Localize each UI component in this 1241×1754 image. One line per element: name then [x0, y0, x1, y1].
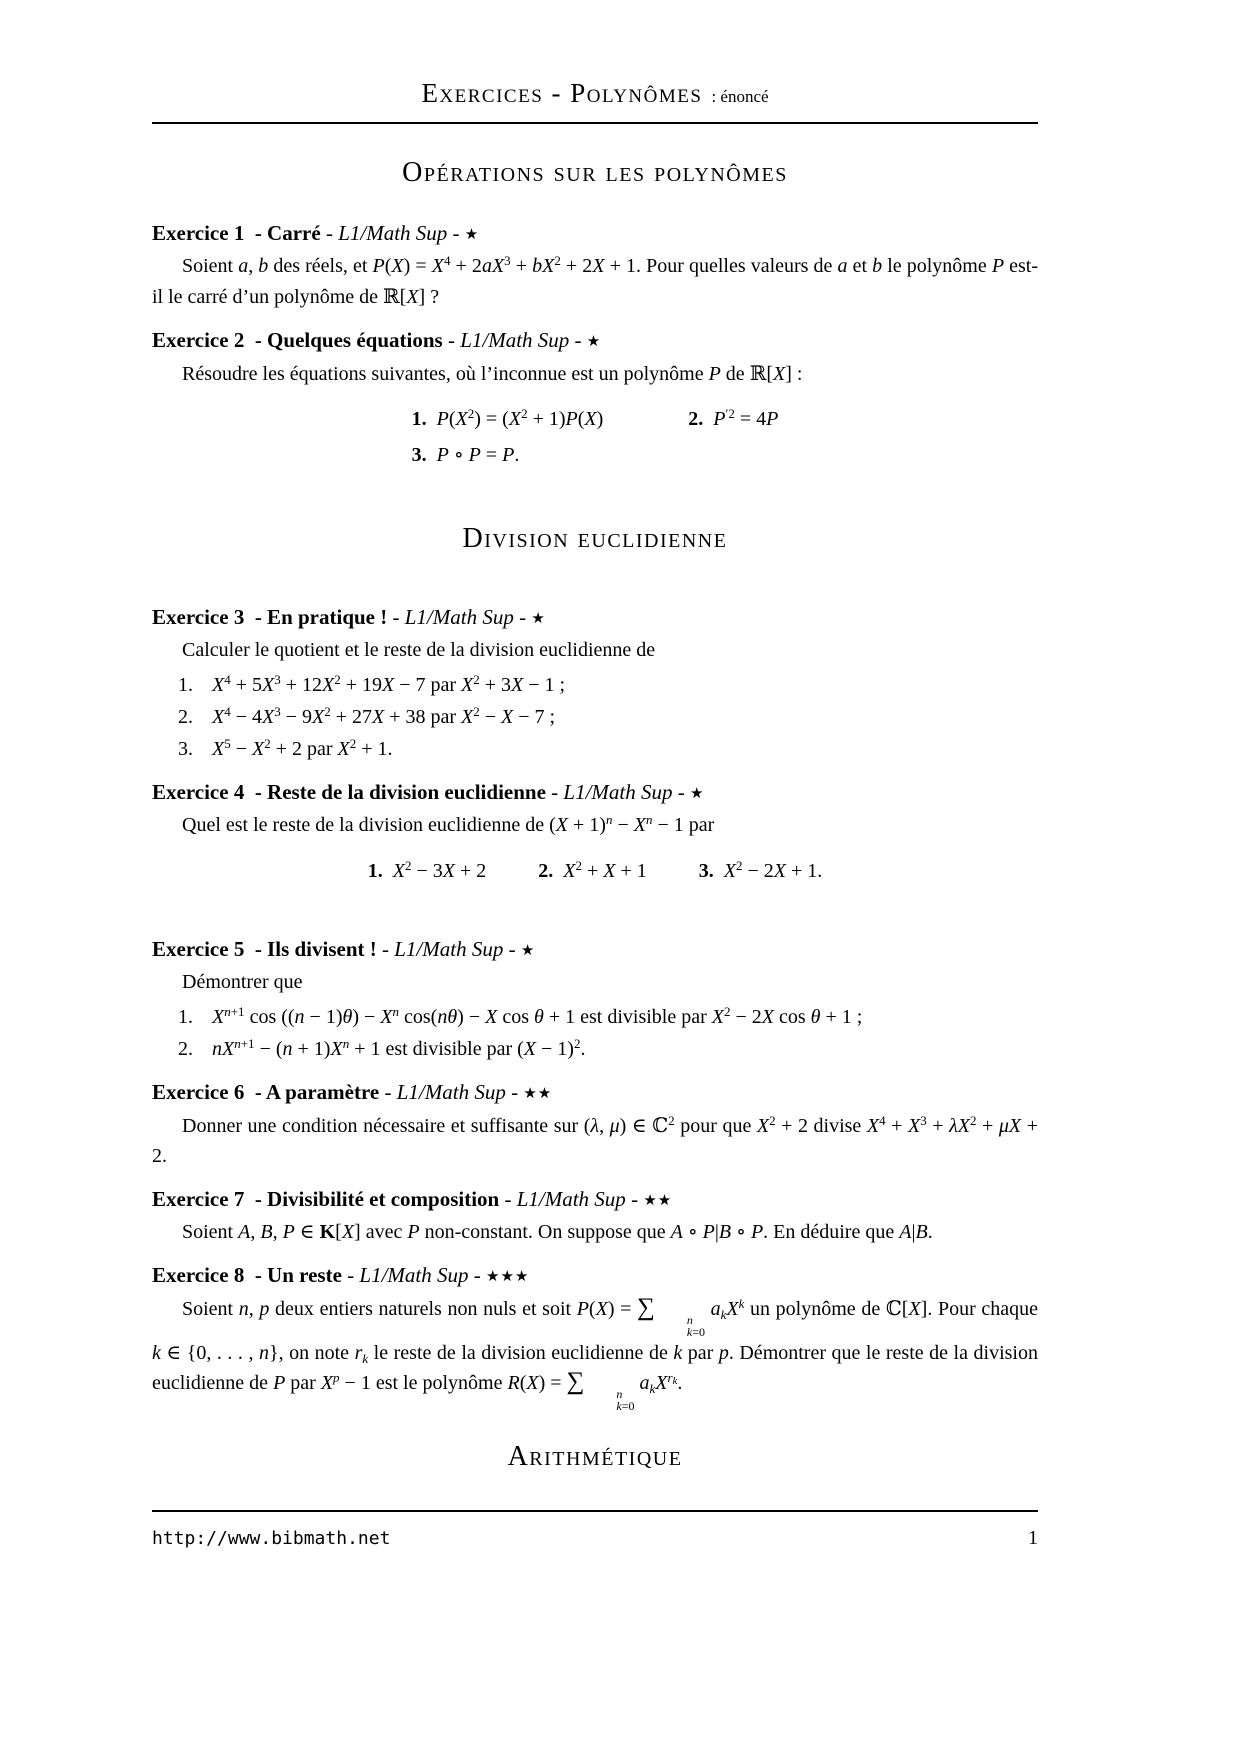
- item-number: 2.: [178, 1038, 193, 1060]
- exercise-7-heading: Exercice 7 - Divisibilité et composition - L1/Math Sup - ★★: [152, 1187, 673, 1211]
- item-math: $P^{'2} = 4P$: [713, 406, 779, 430]
- equation-item: [412, 440, 604, 470]
- list-item: [152, 1002, 1038, 1032]
- page-number: 1: [1028, 1527, 1038, 1549]
- exercise-3-heading: Exercice 3 - En pratique ! - L1/Math Sup - ★: [152, 605, 546, 629]
- item-number: 1.: [178, 674, 193, 696]
- section-heading-operations: Opérations sur les polynômes: [402, 157, 788, 188]
- equation-item: [538, 856, 647, 886]
- list-item: [152, 670, 1038, 700]
- exercise-5-intro: Démontrer que: [182, 971, 303, 993]
- equation-item: [412, 404, 604, 434]
- exercise-2-intro: Résoudre les équations suivantes, où l’inconnue est un polynôme P de ℝ[X] :: [182, 361, 803, 385]
- exercise-3-list: [152, 670, 1038, 764]
- exercise-7: [152, 1184, 1038, 1247]
- page-content: [152, 0, 1038, 1474]
- item-number: 1.: [178, 1006, 193, 1028]
- exercise-6-heading: Exercice 6 - A paramètre - L1/Math Sup - ★★: [152, 1080, 553, 1104]
- item-number: 3.: [411, 444, 427, 466]
- exercise-1-heading: Exercice 1 - Carré - L1/Math Sup - ★: [152, 221, 480, 245]
- list-item: [152, 734, 1038, 764]
- item-math: $P(X^2) = (X^2 + 1)P(X)$: [436, 406, 604, 430]
- section-heading-arithmetique: Arithmétique: [507, 1441, 683, 1472]
- item-math: $X^5 - X^2 + 2$ par $X^2 + 1$.: [212, 736, 393, 760]
- item-math: $X^2 + X + 1$: [563, 858, 647, 882]
- exercise-4: [152, 777, 1038, 886]
- page-title: Exercices - Polynômes: [421, 78, 703, 108]
- equation-item: [699, 856, 823, 886]
- item-math: $X^{n+1}$ $\cos ((n - 1)\theta) - X^n$ cos(nθ) − X cos θ + 1 est divisible par $X^2 - 2X$ cos θ + 1 ;: [212, 1004, 863, 1028]
- exercise-6-body: Donner une condition nécessaire et suffisante sur (λ, μ) ∈ ℂ$^2$ pour que $X^2 + 2$ divise $X^4 + X^3 + \lambda X^2 + \mu X + 2$.: [152, 1113, 1038, 1167]
- exercise-2-equations: [412, 404, 779, 470]
- page-footer: [152, 1510, 1038, 1554]
- list-item: [152, 702, 1038, 732]
- item-number: 1.: [367, 860, 383, 882]
- item-number: 2.: [688, 408, 704, 430]
- item-math: $X^4 + 5X^3 + 12X^2 + 19X - 7$ par $X^2 + 3X - 1$ ;: [212, 672, 566, 696]
- equation-item: [688, 404, 778, 434]
- exercise-5-heading: Exercice 5 - Ils divisent ! - L1/Math Sup - ★: [152, 937, 536, 961]
- list-item: [152, 1034, 1038, 1064]
- item-number: 3.: [698, 860, 714, 882]
- page-header: [152, 0, 1038, 124]
- exercise-8-heading: Exercice 8 - Un reste - L1/Math Sup - ★★★: [152, 1263, 530, 1287]
- equation-item: [368, 856, 487, 886]
- item-math: $nX^{n+1} - (n + 1)X^n + 1$ est divisible par $(X - 1)^2$.: [212, 1036, 586, 1060]
- item-number: 2.: [178, 706, 193, 728]
- section-heading-division: Division euclidienne: [462, 523, 728, 554]
- item-number: 3.: [178, 738, 193, 760]
- exercise-4-intro: Quel est le reste de la division euclidienne de $(X + 1)^n - X^n - 1$ par: [182, 812, 715, 836]
- exercise-1: [152, 218, 1038, 312]
- exercise-4-heading: Exercice 4 - Reste de la division euclidienne - L1/Math Sup - ★: [152, 780, 705, 804]
- exercise-1-body: Soient a, b des réels, et $P(X) = X^4 + 2aX^3 + bX^2 + 2X + 1$. Pour quelles valeurs de a et b le polynôme P est-il le carré d’un polynôme de ℝ[X] ?: [152, 253, 1039, 308]
- exercise-2-heading: Exercice 2 - Quelques équations - L1/Math Sup - ★: [152, 328, 602, 352]
- exercise-4-equations: [152, 856, 1038, 886]
- item-math: $X^2 - 3X + 2$: [392, 858, 487, 882]
- item-math: P ∘ P = P.: [436, 444, 520, 466]
- exercise-3: [152, 602, 1038, 764]
- item-number: 1.: [411, 408, 427, 430]
- exercise-2: [152, 325, 1038, 470]
- exercise-6: [152, 1077, 1038, 1171]
- exercise-3-intro: Calculer le quotient et le reste de la division euclidienne de: [182, 639, 656, 661]
- item-math: $X^4 - 4X^3 - 9X^2 + 27X + 38$ par $X^2 - X - 7$ ;: [212, 704, 556, 728]
- exercise-5: [152, 934, 1038, 1064]
- exercise-5-list: [152, 1002, 1038, 1064]
- exercise-7-body: Soient A, B, P ∈ K[X] avec P non-constant. On suppose que A ∘ P|B ∘ P. En déduire que A|B.: [182, 1221, 933, 1243]
- exercise-8: [152, 1260, 1038, 1412]
- item-math: $X^2 - 2X + 1$.: [723, 858, 823, 882]
- exercise-8-body: Soient n, p deux entiers naturels non nuls et soit P(X) = ∑ n k=0 $a_kX^k$ un polynôme de ℂ[X]. Pour chaque k ∈ {0, . . . , n}, on note $r_k$ le reste de la division euclidienne de k par p. Démontrer que le reste de la division euclidienne de P par $X^p - 1$ est le polynôme R(X) = ∑ n k=0 $a_kX^{r_k}$.: [152, 1294, 1039, 1413]
- footer-url: http://www.bibmath.net: [152, 1528, 391, 1549]
- item-number: 2.: [538, 860, 554, 882]
- page-title-suffix: : énoncé: [711, 87, 769, 106]
